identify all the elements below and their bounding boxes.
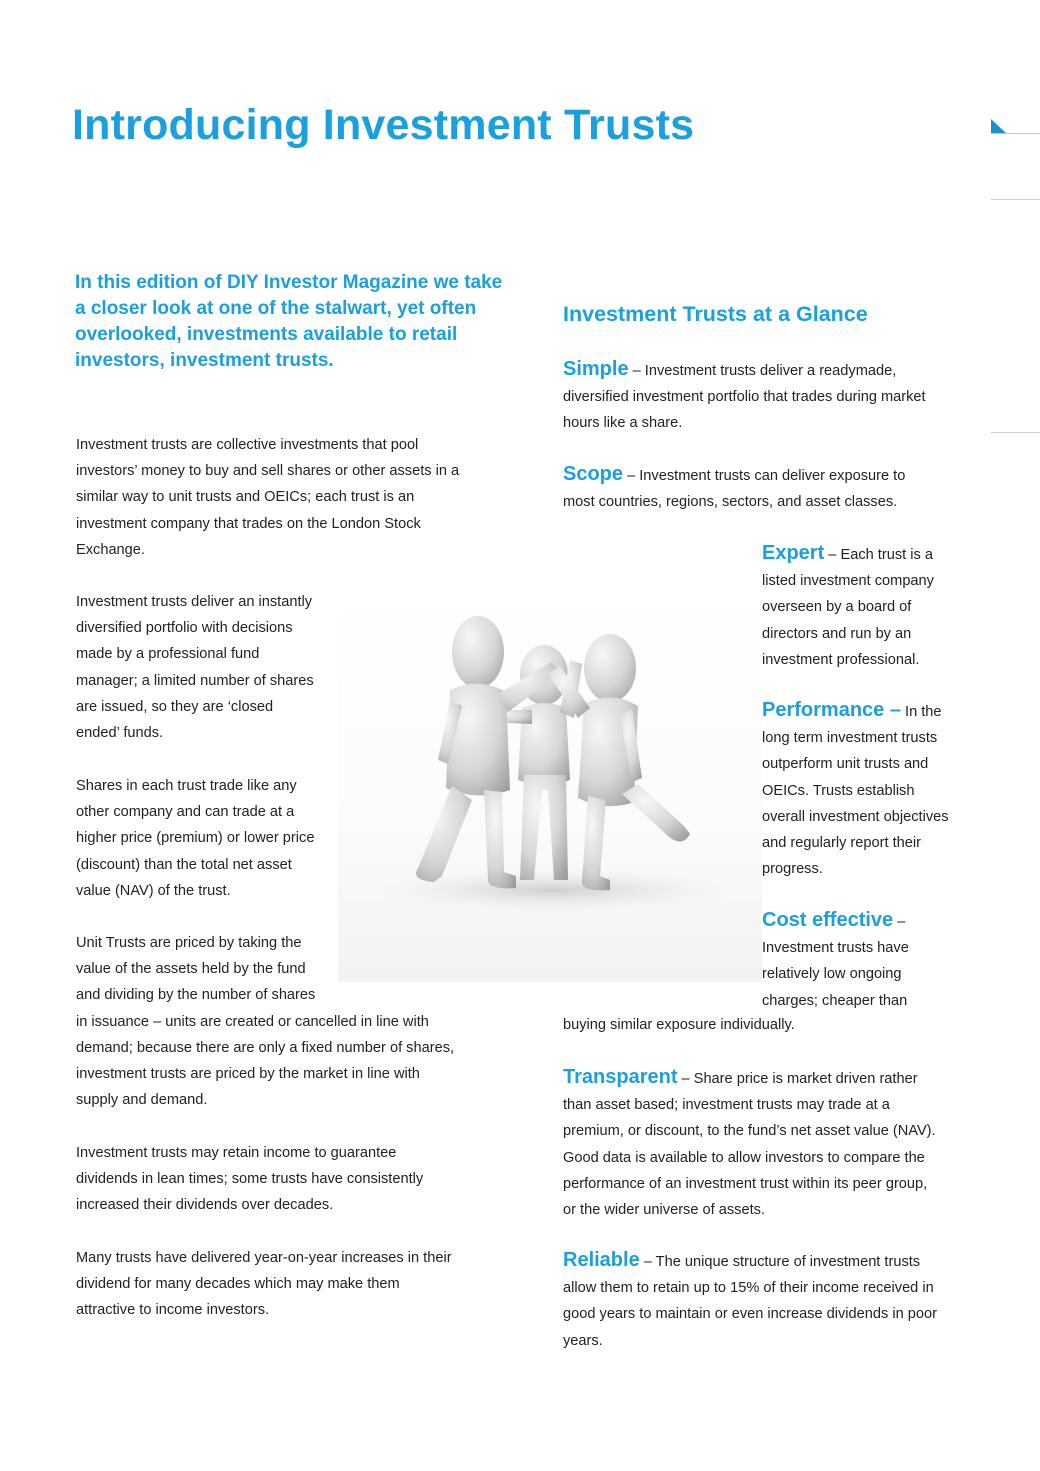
margin-rule <box>991 432 1040 433</box>
glance-title: Investment Trusts at a Glance <box>563 302 868 326</box>
corner-tab-marker <box>991 119 1007 134</box>
left-paragraph: Shares in each trust trade like any other company and can trade at a higher price (premium) or lower price (discount) than the total net asset value (NAV) of the trust. <box>76 778 315 899</box>
glance-item-cost-effective: Cost effective – Investment trusts have relatively low ongoing charges; cheaper than <box>762 909 909 1009</box>
glance-item-reliable: Reliable – The unique structure of investment trusts allow them to retain up to 15% of their income received in good years to maintain or even increase dividends in poor years. <box>563 1249 937 1349</box>
glance-item-simple: Simple – Investment trusts deliver a readymade, diversified investment portfolio that trades during market hours like a share. <box>563 358 926 432</box>
glance-item-scope: Scope – Investment trusts can deliver exposure to most countries, regions, sectors, and asset classes. <box>563 463 906 511</box>
intro-lead: In this edition of DIY Investor Magazine we take a closer look at one of the stalwart, yet often overlooked, investments available to retail investors, investment trusts. <box>75 272 503 371</box>
glance-item-transparent: Transparent – Share price is market driven rather than asset based; investment trusts may trade at a premium, or discount, to the fund’s net asset value (NAV). Good data is available to allow investors to compare the performance of an investment trust within its peer group, or the wider universe of assets. <box>563 1066 936 1219</box>
left-paragraph: Unit Trusts are priced by taking the value of the assets held by the fund and dividing by the number of shares in issuance – units are created or cancelled in line with demand; because there are only a fixed number of shares, investment trusts are priced by the market in line with supply and demand. <box>76 935 455 1109</box>
teamwork-figures-illustration <box>338 590 762 982</box>
margin-rule <box>991 133 1040 134</box>
left-paragraph: Investment trusts are collective investments that pool investors’ money to buy and sell shares or other assets in a similar way to unit trusts and OEICs; each trust is an investment company that trades on the London Stock Exchange. <box>76 437 460 558</box>
glance-item-performance: Performance – In the long term investment trusts outperform unit trusts and OEICs. Trusts establish overall investment objectives and regularly report their progress. <box>762 699 949 878</box>
left-paragraph: Many trusts have delivered year-on-year increases in their dividend for many decades which may make them attractive to income investors. <box>76 1250 452 1319</box>
glance-item-cost-effective-tail: buying similar exposure individually. <box>563 1017 795 1033</box>
left-paragraph: Investment trusts may retain income to guarantee dividends in lean times; some trusts have consistently increased their dividends over decades. <box>76 1145 424 1214</box>
margin-rule <box>991 199 1040 200</box>
left-paragraph: Investment trusts deliver an instantly diversified portfolio with decisions made by a professional fund manager; a limited number of shares are issued, so they are ‘closed ended’ funds. <box>76 594 314 742</box>
glance-item-expert: Expert – Each trust is a listed investment company overseen by a board of directors and run by an investment professional. <box>762 542 934 668</box>
page-title: Introducing Investment Trusts <box>72 101 695 149</box>
